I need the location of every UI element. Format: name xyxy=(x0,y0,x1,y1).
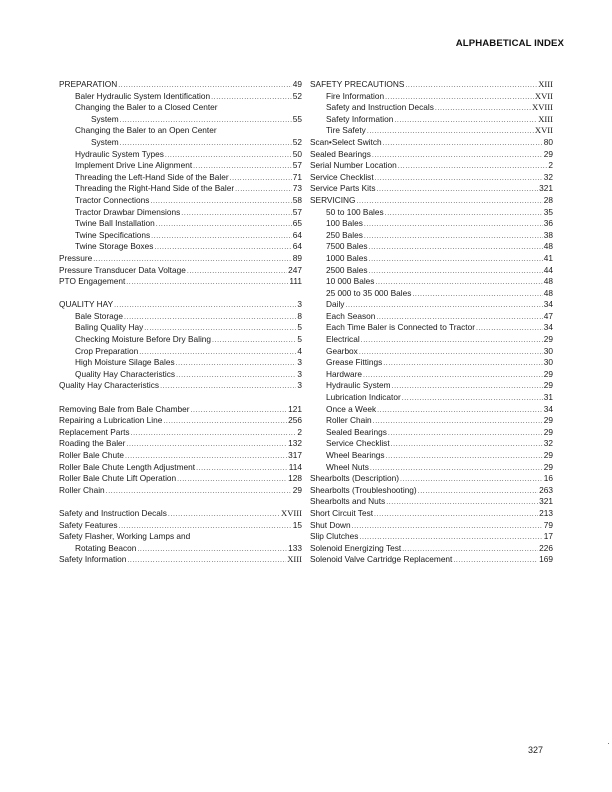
index-subentry[interactable] xyxy=(310,380,553,392)
entry-page-number: 226 xyxy=(539,542,553,553)
entry-page-number: 5 xyxy=(297,334,302,345)
index-entry[interactable] xyxy=(59,79,302,91)
entry-text: Replacement Parts xyxy=(59,426,130,437)
entry-page-number: 28 xyxy=(543,194,553,205)
entry-page-number: 52 xyxy=(292,90,302,101)
entry-page-number: 29 xyxy=(292,484,302,495)
index-subentry[interactable] xyxy=(310,369,553,381)
entry-text: Safety Information xyxy=(59,554,127,565)
entry-page-number: 79 xyxy=(543,519,553,530)
index-subentry[interactable] xyxy=(59,322,302,334)
entry-page-number: 49 xyxy=(292,79,302,89)
entry-page-number: 30 xyxy=(543,357,553,368)
entry-page-number: 30 xyxy=(543,345,553,356)
entry-page-number: 64 xyxy=(292,241,302,252)
entry-text: Removing Bale from Bale Chamber xyxy=(59,403,190,414)
index-subentry[interactable] xyxy=(310,91,553,103)
entry-page-number: 57 xyxy=(292,206,302,217)
entry-page-number: 71 xyxy=(292,171,302,182)
index-entry[interactable] xyxy=(310,172,553,184)
entry-page-number: 64 xyxy=(292,229,302,240)
index-entry[interactable] xyxy=(59,554,302,566)
entry-text: 50 to 100 Bales xyxy=(326,206,384,217)
entry-text: Solenoid Valve Cartridge Replacement xyxy=(310,554,453,565)
entry-page-number: XIII xyxy=(287,554,302,565)
entry-text: SERVICING xyxy=(310,194,356,205)
entry-text: Once a Week xyxy=(326,403,377,414)
entry-text: Implement Drive Line Alignment xyxy=(75,160,193,171)
entry-page-number: 48 xyxy=(543,276,553,287)
entry-page-number: 29 xyxy=(543,334,553,345)
entry-text: Hydraulic System Types xyxy=(75,148,164,159)
index-subentry[interactable] xyxy=(59,346,302,358)
entry-text: Roller Chain xyxy=(59,484,105,495)
index-subentry[interactable] xyxy=(310,230,553,242)
index-entry[interactable] xyxy=(59,253,302,265)
entry-text: PREPARATION xyxy=(59,79,118,89)
index-subentry[interactable] xyxy=(310,427,553,439)
index-entry[interactable] xyxy=(59,276,302,288)
section-gap xyxy=(59,496,302,508)
index-column-right xyxy=(310,79,553,566)
entry-text: Twine Ball Installation xyxy=(75,218,155,229)
index-subentry[interactable] xyxy=(310,114,553,126)
entry-text: 100 Bales xyxy=(326,218,363,229)
entry-page-number: 55 xyxy=(292,113,302,124)
index-entry[interactable] xyxy=(310,195,553,207)
index-subentry[interactable] xyxy=(310,322,553,334)
entry-text: Lubrication Indicator xyxy=(326,392,401,403)
entry-text: Gearbox xyxy=(326,345,358,356)
section-gap xyxy=(59,392,302,404)
index-subentry[interactable] xyxy=(59,218,302,230)
index-entry[interactable] xyxy=(310,531,553,543)
entry-page-number: 34 xyxy=(543,403,553,414)
entry-text: Roller Bale Chute xyxy=(59,450,125,460)
entry-page-number: 263 xyxy=(539,484,553,495)
index-subentry[interactable] xyxy=(59,149,302,161)
entry-text: Sealed Bearings xyxy=(326,426,387,437)
index-subentry[interactable] xyxy=(59,357,302,369)
entry-page-number: 50 xyxy=(292,148,302,159)
index-entry[interactable] xyxy=(310,473,553,485)
entry-page-number: 2 xyxy=(548,160,553,171)
index-subentry[interactable] xyxy=(310,299,553,311)
entry-text: Roller Chain xyxy=(326,415,372,426)
index-entry[interactable] xyxy=(59,404,302,416)
entry-text: Baling Quality Hay xyxy=(75,322,144,333)
index-subentry[interactable] xyxy=(59,172,302,184)
index-subentry[interactable] xyxy=(59,369,302,381)
entry-page-number: 3 xyxy=(297,380,302,391)
entry-text: Baler Hydraulic System Identification xyxy=(75,90,211,101)
index-entry[interactable] xyxy=(59,299,302,311)
entry-page-number: 80 xyxy=(543,136,553,147)
dot-leader xyxy=(127,554,286,567)
entry-text: Shearbolts and Nuts xyxy=(310,496,386,507)
index-subentry[interactable] xyxy=(310,125,553,137)
entry-text: Changing the Baler to a Closed Center xyxy=(75,102,218,113)
index-entry[interactable] xyxy=(59,508,302,520)
entry-text: 10 000 Bales xyxy=(326,276,375,287)
index-subentry[interactable] xyxy=(310,265,553,277)
entry-text: QUALITY HAY xyxy=(59,299,114,310)
entry-text: Each Time Baler is Connected to Tractor xyxy=(326,322,475,333)
index-entry[interactable] xyxy=(310,183,553,195)
index-subentry[interactable] xyxy=(310,450,553,462)
index-subentry[interactable] xyxy=(310,102,553,114)
index-entry[interactable] xyxy=(310,79,553,91)
entry-page-number: 35 xyxy=(543,206,553,217)
entry-text: Tire Safety xyxy=(326,125,366,136)
entry-text: 7500 Bales xyxy=(326,241,368,252)
entry-page-number: 111 xyxy=(289,276,302,287)
index-subentry[interactable] xyxy=(59,207,302,219)
index-subentry[interactable] xyxy=(59,125,302,137)
entry-page-number: 321 xyxy=(539,496,553,507)
index-subentry[interactable] xyxy=(310,392,553,404)
index-subentry[interactable] xyxy=(310,218,553,230)
index-entry[interactable] xyxy=(59,462,302,474)
entry-text: Shut Down xyxy=(310,519,351,530)
index-subentry[interactable] xyxy=(310,241,553,253)
entry-page-number: 29 xyxy=(543,450,553,460)
entry-text: Threading the Right-Hand Side of the Baler xyxy=(75,183,235,194)
entry-page-number: 114 xyxy=(288,461,302,472)
entry-page-number: XVII xyxy=(534,90,553,101)
entry-text: Sealed Bearings xyxy=(310,148,371,159)
entry-page-number: 32 xyxy=(543,438,553,449)
index-column-left xyxy=(59,79,302,566)
index-subentry[interactable] xyxy=(59,91,302,103)
entry-page-number: 41 xyxy=(543,252,553,263)
entry-page-number: 3 xyxy=(297,299,302,310)
entry-text: Tractor Drawbar Dimensions xyxy=(75,206,181,217)
entry-text: Twine Storage Boxes xyxy=(75,241,154,252)
entry-text: Safety and Instruction Decals xyxy=(59,507,167,518)
entry-page-number: 32 xyxy=(543,171,553,182)
index-subentry[interactable] xyxy=(310,288,553,300)
entry-text: Solenoid Energizing Test xyxy=(310,542,402,553)
entry-text: Tractor Connections xyxy=(75,194,150,205)
entry-text: SAFETY PRECAUTIONS xyxy=(310,79,405,89)
entry-text: Safety and Instruction Decals xyxy=(326,102,434,113)
dot-leader xyxy=(126,276,288,289)
entry-page-number: XVIII xyxy=(281,507,302,518)
index-entry[interactable] xyxy=(59,380,302,392)
entry-text: Roller Bale Chute Length Adjustment xyxy=(59,461,196,472)
entry-page-number: 29 xyxy=(543,461,553,472)
entry-page-number: 44 xyxy=(543,264,553,275)
index-entry[interactable] xyxy=(310,160,553,172)
section-gap xyxy=(59,288,302,300)
entry-text: Roller Bale Chute Lift Operation xyxy=(59,473,177,484)
entry-text: Bale Storage xyxy=(75,310,123,321)
index-subentry[interactable] xyxy=(310,404,553,416)
entry-page-number: 128 xyxy=(288,473,302,484)
index-subentry[interactable] xyxy=(59,183,302,195)
entry-text: Rotating Beacon xyxy=(75,542,137,553)
entry-text: Safety Flasher, Working Lamps and xyxy=(59,531,191,542)
index-entry[interactable] xyxy=(59,265,302,277)
entry-page-number: XIII xyxy=(538,113,553,124)
index-subentry[interactable] xyxy=(310,462,553,474)
entry-page-number: 29 xyxy=(543,426,553,437)
entry-text: Repairing a Lubrication Line xyxy=(59,415,163,426)
page-header-title: ALPHABETICAL INDEX xyxy=(455,38,564,49)
index-entry[interactable] xyxy=(59,438,302,450)
entry-page-number: 17 xyxy=(543,531,553,542)
index-entry[interactable] xyxy=(59,450,302,462)
entry-page-number: 31 xyxy=(543,392,553,403)
entry-text: Changing the Baler to an Open Center xyxy=(75,125,217,136)
index-subentry[interactable] xyxy=(59,230,302,242)
entry-text: Pressure Transducer Data Voltage xyxy=(59,264,186,275)
index-entry[interactable] xyxy=(310,149,553,161)
entry-text: Grease Fittings xyxy=(326,357,383,368)
index-entry[interactable] xyxy=(310,520,553,532)
entry-text: 25 000 to 35 000 Bales xyxy=(326,287,412,298)
entry-page-number: 36 xyxy=(543,218,553,229)
entry-page-number: 4 xyxy=(297,345,302,356)
index-entry[interactable] xyxy=(310,543,553,555)
entry-page-number: XIII xyxy=(538,79,553,89)
entry-text: Wheel Nuts xyxy=(326,461,369,472)
index-subentry[interactable] xyxy=(59,102,302,114)
entry-page-number: 47 xyxy=(543,310,553,321)
dot-leader xyxy=(106,485,292,498)
page-number: 327 xyxy=(528,745,544,755)
scan-mark xyxy=(608,743,609,744)
entry-text: Serial Number Location xyxy=(310,160,397,171)
entry-text: Short Circuit Test xyxy=(310,507,374,518)
entry-text: Safety Features xyxy=(59,519,118,530)
entry-page-number: 38 xyxy=(543,229,553,240)
entry-page-number: 16 xyxy=(543,473,553,484)
entry-text: 250 Bales xyxy=(326,229,363,240)
entry-page-number: 132 xyxy=(288,438,302,449)
entry-text: System xyxy=(91,113,119,124)
entry-text: Roading the Baler xyxy=(59,438,126,449)
index-entry[interactable] xyxy=(310,554,553,566)
entry-page-number: 133 xyxy=(288,542,302,553)
entry-page-number: 15 xyxy=(292,519,302,530)
entry-page-number: 57 xyxy=(292,160,302,171)
entry-page-number: 169 xyxy=(539,554,553,565)
index-subentry[interactable] xyxy=(59,241,302,253)
index-entry[interactable] xyxy=(310,485,553,497)
index-entry[interactable] xyxy=(59,531,302,543)
dot-leader xyxy=(211,91,292,104)
entry-text: 1000 Bales xyxy=(326,252,368,263)
index-entry[interactable] xyxy=(59,485,302,497)
entry-text: Twine Specifications xyxy=(75,229,151,240)
entry-text: Quality Hay Characteristics xyxy=(59,380,160,391)
index-entry[interactable] xyxy=(59,473,302,485)
entry-page-number: XVIII xyxy=(532,102,553,113)
index-subentry[interactable] xyxy=(310,415,553,427)
entry-text: Safety Information xyxy=(326,113,394,124)
entry-text: Service Checklist xyxy=(310,171,374,182)
entry-text: High Moisture Silage Bales xyxy=(75,357,175,368)
entry-page-number: 121 xyxy=(288,403,302,414)
index-subentry[interactable] xyxy=(310,357,553,369)
index-subentry[interactable] xyxy=(310,276,553,288)
entry-text: Fire Information xyxy=(326,90,385,101)
entry-text: Scan•Select Switch xyxy=(310,136,382,147)
entry-text: Daily xyxy=(326,299,345,310)
index-subentry[interactable] xyxy=(310,311,553,323)
entry-page-number: 48 xyxy=(543,241,553,252)
entry-text: Crop Preparation xyxy=(75,345,139,356)
entry-page-number: XVII xyxy=(534,125,553,136)
index-subentry[interactable] xyxy=(59,137,302,149)
entry-text: Slip Clutches xyxy=(310,531,359,542)
entry-text: Hydraulic System xyxy=(326,380,391,391)
entry-text: Shearbolts (Description) xyxy=(310,473,399,484)
entry-page-number: 3 xyxy=(297,357,302,368)
index-entry[interactable] xyxy=(59,520,302,532)
entry-page-number: 58 xyxy=(292,194,302,205)
entry-page-number: 48 xyxy=(543,287,553,298)
entry-page-number: 34 xyxy=(543,322,553,333)
entry-text: Electrical xyxy=(326,334,360,345)
entry-page-number: 29 xyxy=(543,415,553,426)
entry-text: Wheel Bearings xyxy=(326,450,385,460)
entry-page-number: 8 xyxy=(297,310,302,321)
entry-page-number: 29 xyxy=(543,368,553,379)
index-subentry[interactable] xyxy=(310,207,553,219)
entry-page-number: 213 xyxy=(539,507,553,518)
index-subentry[interactable] xyxy=(59,334,302,346)
entry-text: Shearbolts (Troubleshooting) xyxy=(310,484,417,495)
entry-page-number: 89 xyxy=(292,252,302,263)
entry-page-number: 29 xyxy=(543,380,553,391)
entry-text: Hardware xyxy=(326,368,362,379)
index-subentry[interactable] xyxy=(310,438,553,450)
entry-text: System xyxy=(91,136,119,147)
index-subentry[interactable] xyxy=(310,334,553,346)
index-entry[interactable] xyxy=(310,496,553,508)
entry-text: Checking Moisture Before Dry Baling xyxy=(75,334,212,345)
index-subentry[interactable] xyxy=(59,311,302,323)
dot-leader xyxy=(453,554,538,567)
entry-page-number: 3 xyxy=(297,368,302,379)
index-subentry[interactable] xyxy=(310,253,553,265)
entry-page-number: 73 xyxy=(292,183,302,194)
entry-page-number: 5 xyxy=(297,322,302,333)
index-subentry[interactable] xyxy=(59,160,302,172)
entry-page-number: 317 xyxy=(288,450,302,460)
entry-page-number: 34 xyxy=(543,299,553,310)
entry-text: Threading the Left-Hand Side of the Baler xyxy=(75,171,229,182)
index-entry[interactable] xyxy=(310,508,553,520)
index-entry[interactable] xyxy=(59,415,302,427)
index-subentry[interactable] xyxy=(59,543,302,555)
index-subentry[interactable] xyxy=(59,195,302,207)
entry-text: Service Parts Kits xyxy=(310,183,376,194)
index-entry[interactable] xyxy=(310,137,553,149)
entry-page-number: 65 xyxy=(292,218,302,229)
index-subentry[interactable] xyxy=(310,346,553,358)
entry-text: Service Checklist xyxy=(326,438,390,449)
entry-text: Each Season xyxy=(326,310,376,321)
index-entry[interactable] xyxy=(59,427,302,439)
entry-page-number: 247 xyxy=(288,264,302,275)
entry-text: Quality Hay Characteristics xyxy=(75,368,176,379)
entry-page-number: 256 xyxy=(288,415,302,426)
entry-page-number: 2 xyxy=(297,426,302,437)
entry-page-number: 29 xyxy=(543,148,553,159)
entry-page-number: 52 xyxy=(292,136,302,147)
entry-text: 2500 Bales xyxy=(326,264,368,275)
entry-text: Pressure xyxy=(59,252,93,263)
entry-page-number: 321 xyxy=(539,183,553,194)
index-subentry[interactable] xyxy=(59,114,302,126)
entry-text: PTO Engagement xyxy=(59,276,126,287)
dot-leader xyxy=(160,380,296,393)
